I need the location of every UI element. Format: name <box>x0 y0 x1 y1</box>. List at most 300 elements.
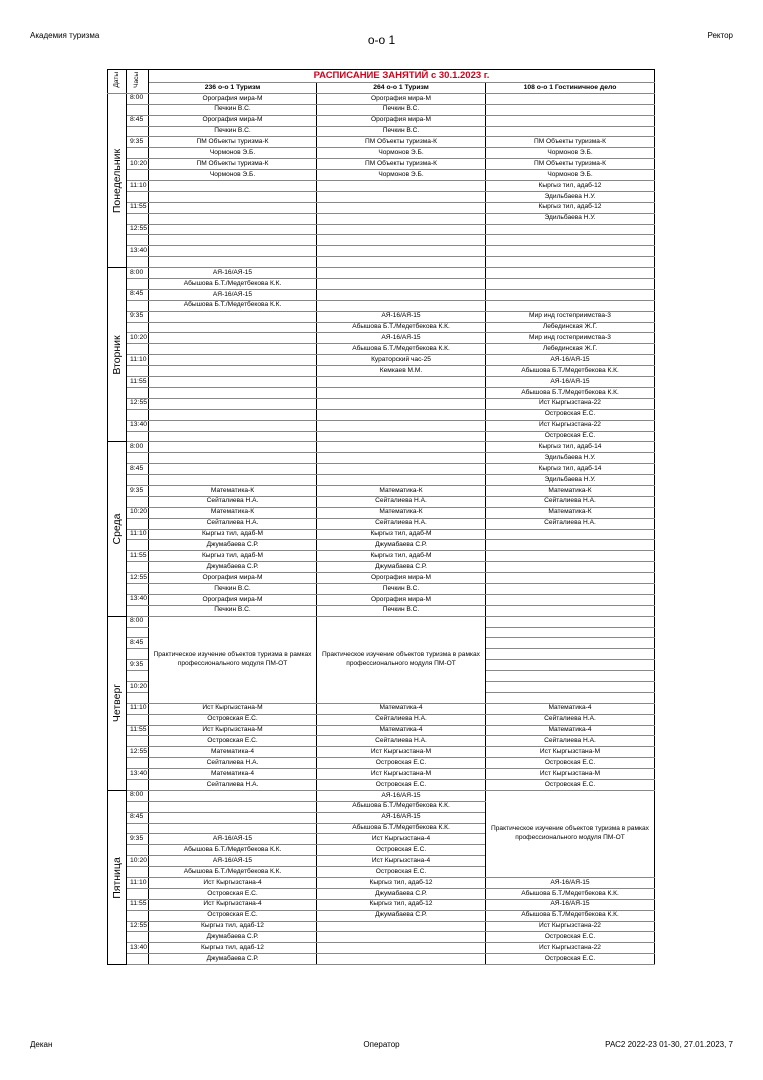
schedule-row <box>108 333 655 344</box>
lesson-cell <box>149 355 317 366</box>
schedule-row <box>108 279 655 290</box>
time-cell: 11:55 <box>127 551 149 562</box>
time-cell: 11:55 <box>127 202 149 213</box>
lesson-cell <box>149 377 317 388</box>
page-title: о-о 1 <box>367 33 396 47</box>
lesson-cell <box>486 300 655 311</box>
lesson-cell: Ист Кыргызстана-22 <box>486 943 655 954</box>
lesson-cell <box>149 322 317 333</box>
time-cell: 12:55 <box>127 747 149 758</box>
schedule-row <box>108 268 655 279</box>
lesson-cell <box>317 453 486 464</box>
day-name: Четверг <box>110 684 123 723</box>
lesson-cell <box>149 366 317 377</box>
schedule-row <box>108 703 655 714</box>
schedule-row <box>108 398 655 409</box>
lesson-cell: Орография мира-М <box>149 594 317 605</box>
schedule-row <box>108 344 655 355</box>
lesson-cell: АЯ-16/АЯ-15 <box>486 878 655 889</box>
schedule-row <box>108 387 655 398</box>
lesson-cell: Мир инд гостеприимства-3 <box>486 311 655 322</box>
schedule-row <box>108 921 655 932</box>
lesson-cell <box>149 475 317 486</box>
schedule-row <box>108 780 655 791</box>
time-cell <box>127 170 149 181</box>
time-cell: 11:10 <box>127 878 149 889</box>
lesson-cell: Лебединская Ж.Г. <box>486 344 655 355</box>
lesson-cell: АЯ-16/АЯ-15 <box>149 268 317 279</box>
time-cell <box>127 758 149 769</box>
schedule-row <box>108 888 655 899</box>
lesson-cell: Сейталиева Н.А. <box>149 780 317 791</box>
schedule-row <box>108 322 655 333</box>
time-cell: 9:35 <box>127 311 149 322</box>
lesson-cell <box>149 420 317 431</box>
time-cell <box>127 801 149 812</box>
lesson-cell: Абышова Б.Т./Медетбекова К.К. <box>317 801 486 812</box>
schedule-row <box>108 943 655 954</box>
lesson-cell: Островская Е.С. <box>486 409 655 420</box>
lesson-cell: Островская Е.С. <box>317 845 486 856</box>
lesson-cell <box>317 235 486 246</box>
lesson-cell: АЯ-16/АЯ-15 <box>149 289 317 300</box>
schedule-row <box>108 453 655 464</box>
time-cell <box>127 954 149 965</box>
lesson-cell <box>486 660 655 671</box>
lesson-cell: Джумабаева С.Р. <box>149 932 317 943</box>
time-cell <box>127 453 149 464</box>
lesson-cell: Кыргыз тил, адаб-12 <box>149 921 317 932</box>
lesson-cell: Ист Кыргызстана-22 <box>486 420 655 431</box>
lesson-cell: Ист Кыргызстана-4 <box>149 878 317 889</box>
schedule-row <box>108 518 655 529</box>
time-cell <box>127 279 149 290</box>
lesson-cell <box>486 562 655 573</box>
lesson-cell: Орография мира-М <box>317 93 486 104</box>
lesson-cell <box>149 235 317 246</box>
lesson-cell: ПМ Объекты туризма-К <box>486 137 655 148</box>
time-cell <box>127 649 149 660</box>
lesson-cell <box>486 671 655 682</box>
lesson-cell: Кемкаев М.М. <box>317 366 486 377</box>
lesson-cell: Чормонов Э.Б. <box>486 148 655 159</box>
day-name: Среда <box>110 513 123 545</box>
time-cell <box>127 540 149 551</box>
day-name: Пятница <box>110 856 123 899</box>
lesson-cell <box>317 475 486 486</box>
schedule-row <box>108 300 655 311</box>
lesson-cell: Сейталиева Н.А. <box>486 714 655 725</box>
lesson-cell <box>149 823 317 834</box>
time-cell <box>127 409 149 420</box>
lesson-cell <box>317 300 486 311</box>
lesson-cell: Сейталиева Н.А. <box>149 496 317 507</box>
lesson-cell: Ист Кыргызстана-22 <box>486 921 655 932</box>
lesson-cell <box>317 213 486 224</box>
lesson-cell: Ист Кыргызстана-4 <box>317 834 486 845</box>
time-cell: 11:55 <box>127 725 149 736</box>
time-cell <box>127 714 149 725</box>
time-cell: 12:55 <box>127 224 149 235</box>
schedule-row <box>108 616 655 627</box>
practice-block: Практическое изучение объектов туризма в рамках профессионального модуля ПМ-ОТ <box>317 616 486 703</box>
lesson-cell <box>149 246 317 257</box>
schedule-row <box>108 573 655 584</box>
time-cell <box>127 257 149 268</box>
lesson-cell <box>486 224 655 235</box>
time-cell <box>127 845 149 856</box>
lesson-cell <box>317 268 486 279</box>
time-cell <box>127 910 149 921</box>
lesson-cell: Математика-4 <box>486 703 655 714</box>
lesson-cell: Кыргыз тил, адаб-М <box>149 529 317 540</box>
lesson-cell: Ист Кыргызстана-М <box>486 769 655 780</box>
schedule-row <box>108 431 655 442</box>
lesson-cell: Островская Е.С. <box>149 714 317 725</box>
lesson-cell <box>317 181 486 192</box>
lesson-cell: Кыргыз тил, адаб-14 <box>486 442 655 453</box>
lesson-cell: Математика-К <box>149 485 317 496</box>
lesson-cell <box>486 529 655 540</box>
lesson-cell <box>149 442 317 453</box>
lesson-cell: Джумабаева С.Р. <box>317 562 486 573</box>
lesson-cell <box>486 540 655 551</box>
lesson-cell: Чормонов Э.Б. <box>317 148 486 159</box>
lesson-cell: Островская Е.С. <box>149 736 317 747</box>
time-cell <box>127 344 149 355</box>
practice-block: Практическое изучение объектов туризма в рамках профессионального модуля ПМ-ОТ <box>486 790 655 877</box>
lesson-cell <box>317 932 486 943</box>
time-cell: 11:10 <box>127 529 149 540</box>
schedule-row <box>108 475 655 486</box>
lesson-cell: Островская Е.С. <box>317 780 486 791</box>
time-cell <box>127 692 149 703</box>
lesson-cell: Абышова Б.Т./Медетбекова К.К. <box>317 823 486 834</box>
lesson-cell <box>317 431 486 442</box>
time-cell: 10:20 <box>127 333 149 344</box>
lesson-cell <box>149 801 317 812</box>
lesson-cell: Абышова Б.Т./Медетбекова К.К. <box>149 845 317 856</box>
time-cell: 10:20 <box>127 856 149 867</box>
schedule-row <box>108 257 655 268</box>
lesson-cell: Математика-4 <box>317 703 486 714</box>
time-cell <box>127 736 149 747</box>
time-cell: 8:45 <box>127 289 149 300</box>
lesson-cell: Абышова Б.Т./Медетбекова К.К. <box>317 322 486 333</box>
day-cell <box>108 616 127 790</box>
time-cell: 9:35 <box>127 137 149 148</box>
schedule-row <box>108 725 655 736</box>
institution-name: Академия туризма <box>30 31 100 40</box>
schedule-row <box>108 790 655 801</box>
lesson-cell: Островская Е.С. <box>486 758 655 769</box>
lesson-cell: Джумабаева С.Р. <box>317 540 486 551</box>
schedule-row <box>108 202 655 213</box>
day-name: Понедельник <box>110 148 123 213</box>
lesson-cell: Островская Е.С. <box>149 888 317 899</box>
lesson-cell <box>317 954 486 965</box>
lesson-cell: Чормонов Э.Б. <box>317 170 486 181</box>
lesson-cell: АЯ-16/АЯ-15 <box>317 311 486 322</box>
lesson-cell: Орография мира-М <box>317 115 486 126</box>
hours-header: Часы <box>127 70 149 94</box>
lesson-cell <box>317 387 486 398</box>
time-cell <box>127 496 149 507</box>
lesson-cell: Математика-4 <box>317 725 486 736</box>
lesson-cell <box>149 202 317 213</box>
schedule-title: РАСПИСАНИЕ ЗАНЯТИЙ с 30.1.2023 г. <box>149 70 655 83</box>
time-cell: 13:40 <box>127 420 149 431</box>
lesson-cell: Печкин В.С. <box>317 583 486 594</box>
lesson-cell: Печкин В.С. <box>317 104 486 115</box>
lesson-cell: АЯ-16/АЯ-15 <box>317 333 486 344</box>
lesson-cell: АЯ-16/АЯ-15 <box>317 790 486 801</box>
lesson-cell: Джумабаева С.Р. <box>149 540 317 551</box>
time-cell: 10:20 <box>127 507 149 518</box>
lesson-cell <box>149 224 317 235</box>
time-cell <box>127 431 149 442</box>
schedule-row <box>108 910 655 921</box>
schedule-row <box>108 420 655 431</box>
lesson-cell: Лебединская Ж.Г. <box>486 322 655 333</box>
lesson-cell: Кыргыз тил, адаб-12 <box>317 878 486 889</box>
lesson-cell: Ист Кыргызстана-М <box>317 769 486 780</box>
lesson-cell <box>486 235 655 246</box>
lesson-cell: Сейталиева Н.А. <box>317 736 486 747</box>
schedule-row <box>108 235 655 246</box>
lesson-cell: Сейталиева Н.А. <box>486 496 655 507</box>
lesson-cell <box>149 431 317 442</box>
lesson-cell <box>317 246 486 257</box>
time-cell: 12:55 <box>127 398 149 409</box>
lesson-cell <box>317 257 486 268</box>
time-cell <box>127 583 149 594</box>
lesson-cell: Кураторский час-25 <box>317 355 486 366</box>
lesson-cell <box>486 681 655 692</box>
lesson-cell: Ист Кыргызстана-М <box>149 703 317 714</box>
lesson-cell: Ист Кыргызстана-4 <box>149 899 317 910</box>
lesson-cell: Островская Е.С. <box>317 867 486 878</box>
lesson-cell: АЯ-16/АЯ-15 <box>486 355 655 366</box>
schedule-row <box>108 366 655 377</box>
lesson-cell: Абышова Б.Т./Медетбекова К.К. <box>486 387 655 398</box>
schedule-row <box>108 496 655 507</box>
group-header-108: 108 о-о 1 Гостиничное дело <box>486 83 655 94</box>
time-cell <box>127 867 149 878</box>
lesson-cell <box>149 191 317 202</box>
practice-block: Практическое изучение объектов туризма в рамках профессионального модуля ПМ-ОТ <box>149 616 317 703</box>
lesson-cell: Абышова Б.Т./Медетбекова К.К. <box>486 888 655 899</box>
lesson-cell <box>486 616 655 627</box>
group-header-236: 236 о-о 1 Туризм <box>149 83 317 94</box>
schedule-row <box>108 213 655 224</box>
lesson-cell: Кыргыз тил, адаб-12 <box>149 943 317 954</box>
schedule-row <box>108 191 655 202</box>
schedule-row <box>108 93 655 104</box>
schedule-row <box>108 529 655 540</box>
lesson-cell <box>486 246 655 257</box>
schedule-row <box>108 551 655 562</box>
schedule-row <box>108 507 655 518</box>
schedule-row <box>108 583 655 594</box>
time-cell <box>127 562 149 573</box>
lesson-cell <box>486 115 655 126</box>
lesson-cell <box>317 921 486 932</box>
lesson-cell <box>486 573 655 584</box>
lesson-cell <box>486 126 655 137</box>
lesson-cell: Орография мира-М <box>149 93 317 104</box>
lesson-cell: Чормонов Э.Б. <box>486 170 655 181</box>
time-cell: 11:10 <box>127 703 149 714</box>
lesson-cell: АЯ-16/АЯ-15 <box>317 812 486 823</box>
lesson-cell <box>317 442 486 453</box>
schedule-row <box>108 594 655 605</box>
time-cell: 11:10 <box>127 181 149 192</box>
schedule-row <box>108 747 655 758</box>
lesson-cell: ПМ Объекты туризма-К <box>149 159 317 170</box>
time-cell: 9:35 <box>127 660 149 671</box>
time-cell <box>127 322 149 333</box>
time-cell <box>127 932 149 943</box>
time-cell <box>127 366 149 377</box>
lesson-cell: Орография мира-М <box>149 573 317 584</box>
lesson-cell: Джумабаева С.Р. <box>317 888 486 899</box>
day-cell <box>108 93 127 267</box>
lesson-cell: Математика-4 <box>149 747 317 758</box>
lesson-cell <box>317 279 486 290</box>
day-cell <box>108 442 127 616</box>
day-name: Вторник <box>110 335 123 375</box>
lesson-cell <box>486 605 655 616</box>
lesson-cell: Ист Кыргызстана-М <box>317 747 486 758</box>
lesson-cell <box>317 943 486 954</box>
schedule-row <box>108 605 655 616</box>
lesson-cell: Абышова Б.Т./Медетбекова К.К. <box>149 279 317 290</box>
schedule-row <box>108 464 655 475</box>
schedule-row <box>108 311 655 322</box>
lesson-cell <box>486 279 655 290</box>
lesson-cell: Орография мира-М <box>317 594 486 605</box>
time-cell: 8:00 <box>127 268 149 279</box>
lesson-cell: Печкин В.С. <box>149 605 317 616</box>
dean-label: Декан <box>30 1040 53 1049</box>
lesson-cell <box>317 409 486 420</box>
lesson-cell: Мир инд гостеприимства-3 <box>486 333 655 344</box>
lesson-cell: Математика-К <box>317 485 486 496</box>
lesson-cell: Островская Е.С. <box>486 954 655 965</box>
lesson-cell <box>149 181 317 192</box>
lesson-cell: Печкин В.С. <box>149 104 317 115</box>
lesson-cell <box>486 289 655 300</box>
lesson-cell: Орография мира-М <box>317 573 486 584</box>
schedule-row <box>108 442 655 453</box>
lesson-cell: Печкин В.С. <box>149 126 317 137</box>
lesson-cell: Абышова Б.Т./Медетбекова К.К. <box>486 910 655 921</box>
lesson-cell <box>149 464 317 475</box>
lesson-cell: АЯ-16/АЯ-15 <box>486 899 655 910</box>
lesson-cell <box>149 398 317 409</box>
lesson-cell: Ист Кыргызстана-М <box>486 747 655 758</box>
time-cell <box>127 300 149 311</box>
lesson-cell <box>486 649 655 660</box>
lesson-cell: Джумабаева С.Р. <box>149 954 317 965</box>
lesson-cell <box>317 464 486 475</box>
schedule-row <box>108 769 655 780</box>
time-cell: 11:55 <box>127 899 149 910</box>
lesson-cell <box>486 551 655 562</box>
schedule-row <box>108 562 655 573</box>
lesson-cell <box>149 344 317 355</box>
time-cell <box>127 605 149 616</box>
time-cell: 13:40 <box>127 594 149 605</box>
schedule-row <box>108 289 655 300</box>
time-cell: 12:55 <box>127 573 149 584</box>
time-cell: 11:55 <box>127 377 149 388</box>
lesson-cell <box>486 583 655 594</box>
lesson-cell: Островская Е.С. <box>486 932 655 943</box>
time-cell: 8:00 <box>127 442 149 453</box>
lesson-cell: Абышова Б.Т./Медетбекова К.К. <box>486 366 655 377</box>
lesson-cell <box>486 257 655 268</box>
lesson-cell <box>317 377 486 388</box>
schedule-row <box>108 137 655 148</box>
lesson-cell: Островская Е.С. <box>486 431 655 442</box>
lesson-cell: Сейталиева Н.А. <box>317 518 486 529</box>
schedule-row <box>108 758 655 769</box>
day-cell <box>108 268 127 442</box>
time-cell: 10:20 <box>127 681 149 692</box>
lesson-cell: Чормонов Э.Б. <box>149 148 317 159</box>
document-code: РАС2 2022-23 01-30, 27.01.2023, 7 <box>605 1040 733 1049</box>
schedule-row <box>108 170 655 181</box>
time-cell <box>127 191 149 202</box>
lesson-cell <box>486 627 655 638</box>
lesson-cell: Островская Е.С. <box>149 910 317 921</box>
time-cell <box>127 627 149 638</box>
lesson-cell <box>486 268 655 279</box>
schedule-row <box>108 159 655 170</box>
lesson-cell: Кыргыз тил, адаб-12 <box>317 899 486 910</box>
schedule-row <box>108 714 655 725</box>
time-cell: 8:45 <box>127 812 149 823</box>
lesson-cell <box>149 409 317 420</box>
time-cell <box>127 671 149 682</box>
schedule-row <box>108 540 655 551</box>
lesson-cell: Джумабаева С.Р. <box>317 910 486 921</box>
time-cell: 8:45 <box>127 464 149 475</box>
time-cell: 11:10 <box>127 355 149 366</box>
lesson-cell <box>317 224 486 235</box>
lesson-cell: ПМ Объекты туризма-К <box>149 137 317 148</box>
schedule-row <box>108 115 655 126</box>
lesson-cell: Ист Кыргызстана-22 <box>486 398 655 409</box>
time-cell <box>127 780 149 791</box>
lesson-cell <box>149 213 317 224</box>
lesson-cell: Джумабаева С.Р. <box>149 562 317 573</box>
lesson-cell <box>149 257 317 268</box>
time-cell <box>127 518 149 529</box>
dates-header: Даты <box>108 70 127 94</box>
time-cell: 8:45 <box>127 638 149 649</box>
lesson-cell <box>149 311 317 322</box>
time-cell <box>127 475 149 486</box>
lesson-cell: Математика-К <box>486 485 655 496</box>
schedule-row <box>108 181 655 192</box>
schedule-row <box>108 148 655 159</box>
lesson-cell: Сейталиева Н.А. <box>486 736 655 747</box>
lesson-cell: Математика-К <box>317 507 486 518</box>
time-cell <box>127 126 149 137</box>
